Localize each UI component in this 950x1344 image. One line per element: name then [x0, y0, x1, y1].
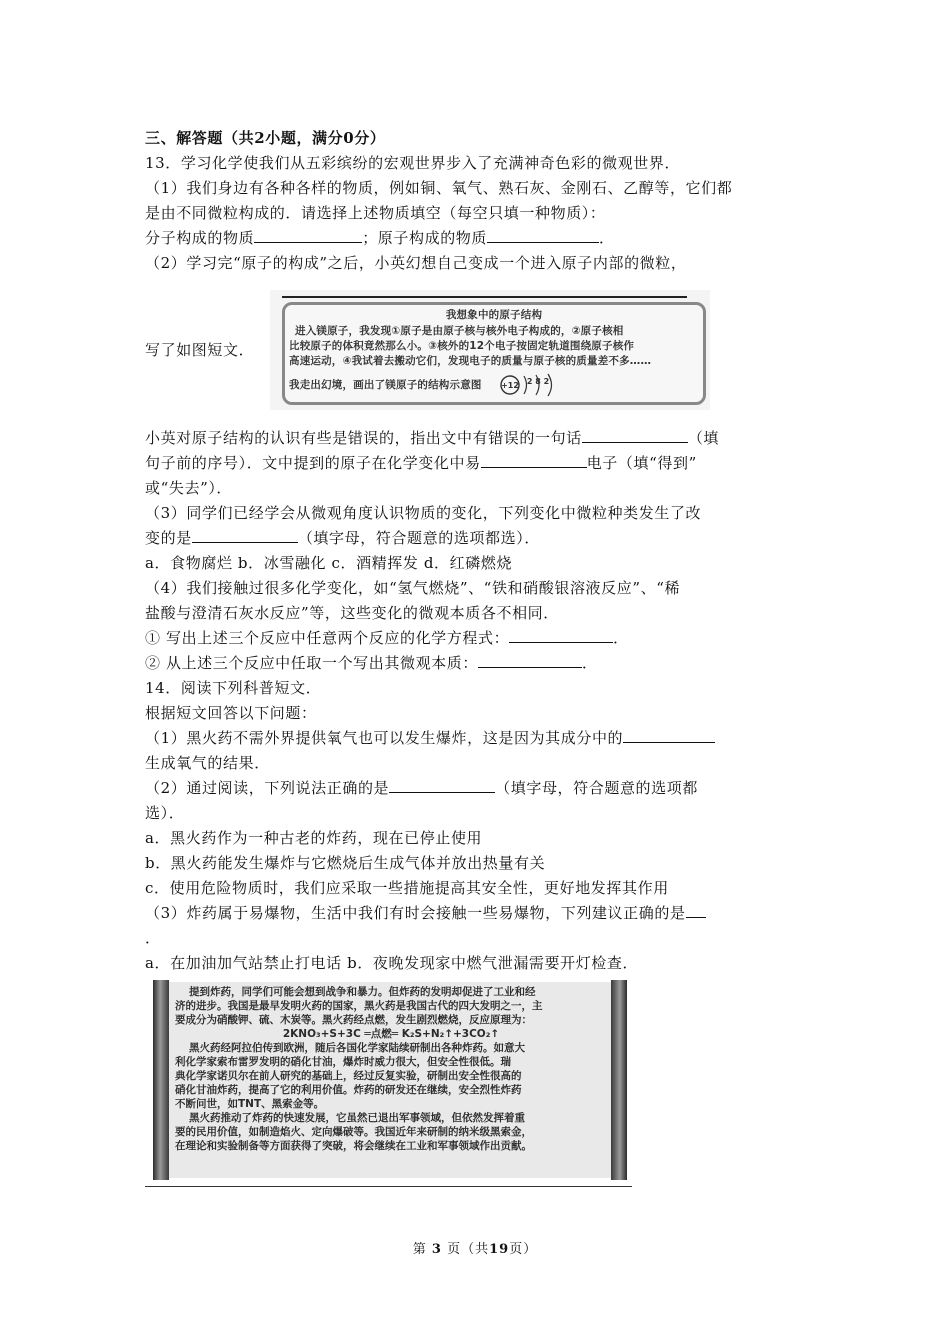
- passage-line: 在理论和实验制备等方面获得了突破，将会继续在工业和军事领域作出贡献。: [175, 1140, 532, 1152]
- section-title: 三、解答题（共2小题，满分0分）: [145, 129, 386, 147]
- text: ；原子构成的物质: [362, 229, 488, 247]
- answer-blank[interactable]: [487, 228, 599, 243]
- electron-shells: 2 8 2: [526, 377, 550, 386]
- text: ．: [599, 229, 615, 247]
- passage-line: 典化学家诺贝尔在前人研究的基础上，经过反复实验，研制出安全性很高的: [175, 1070, 522, 1082]
- q13-p3-options: a．食物腐烂 b．冰雪融化 c．酒精挥发 d．红磷燃烧: [145, 554, 513, 572]
- answer-blank[interactable]: [389, 778, 495, 793]
- nucleus-charge: +12: [501, 381, 519, 390]
- divider: [282, 296, 687, 298]
- divider: [145, 1186, 632, 1187]
- q13-p4-line4: [145, 653, 815, 673]
- chemical-equation: 2KNO₃+S+3C ═点燃═ K₂S+N₂↑+3CO₂↑: [282, 1028, 500, 1040]
- text: （填字母，符合题意的选项都: [495, 779, 698, 797]
- text: ① 写出上述三个反应中任意两个反应的化学方程式：: [145, 629, 510, 647]
- passage-line: 提到炸药，同学们可能会想到战争和暴力。但炸药的发明却促进了工业和经: [189, 986, 536, 998]
- passage-line: 要的民用价值，如制造焰火、定向爆破等。我国近年来研制的纳米级黑索金，: [175, 1126, 532, 1138]
- text: 小英对原子结构的认识有些是错误的，指出文中有错误的一句话: [145, 429, 582, 447]
- figure-line: 我走出幻境，画出了镁原子的结构示意图: [289, 379, 482, 391]
- page-total: 19: [489, 1242, 510, 1257]
- text: （3）炸药属于易爆物，生活中我们有时会接触一些易爆物，下列建议正确的是: [145, 904, 686, 922]
- figure-line: 进入镁原子，我发现①原子是由原子核与核外电子构成的，②原子核相: [295, 325, 624, 337]
- passage-line: 黑火药经阿拉伯传到欧洲，随后各国化学家陆续研制出各种炸药。如意大: [189, 1042, 525, 1054]
- answer-blank[interactable]: [582, 428, 688, 443]
- scroll-rod-right: [611, 980, 627, 1180]
- q13-p3-line1: （3）同学们已经学会从微观角度认识物质的变化，下列变化中微粒种类发生了改: [145, 504, 702, 522]
- passage-line: 利化学家索布雷罗发明的硝化甘油，爆炸时威力很大，但安全性很低。瑞: [175, 1056, 511, 1068]
- q13-p2-line1: （2）学习完“原子的构成”之后，小英幻想自己变成一个进入原子内部的微粒，: [145, 254, 687, 272]
- figure-line: 高速运动，④我试着去搬动它们，发现电子的质量与原子核的质量差不多……: [289, 355, 652, 367]
- footer-text: 页）: [509, 1242, 538, 1257]
- answer-blank[interactable]: [254, 228, 362, 243]
- q13-p4-line1: （4）我们接触过很多化学变化，如“氢气燃烧”、“铁和硝酸银溶液反应”、“稀: [145, 579, 681, 597]
- text: 分子构成的物质: [145, 229, 255, 247]
- text: ② 从上述三个反应中任取一个写出其微观本质：: [145, 654, 478, 672]
- q14-p1-line2: 生成氧气的结果．: [145, 754, 270, 772]
- q13-intro: 13．学习化学使我们从五彩缤纷的宏观世界步入了充满神奇色彩的微观世界．: [145, 154, 681, 172]
- text: 电子（填“得到”: [586, 454, 697, 472]
- figure-frame: [282, 302, 706, 405]
- q14-p1-line1: [145, 728, 815, 748]
- answer-blank[interactable]: [686, 903, 706, 918]
- passage-line: 要成分为硝酸钾、硫、木炭等。黑火药经点燃，发生剧烈燃烧，反应原理为：: [175, 1014, 532, 1026]
- text: 句子前的序号）．文中提到的原子在化学变化中易: [145, 454, 481, 472]
- q14-p2-line1: [145, 778, 815, 798]
- text: （填字母，符合题意的选项都选）．: [297, 529, 540, 547]
- q13-p1-line1: （1）我们身边有各种各样的物质，例如铜、氧气、熟石灰、金刚石、乙醇等，它们都: [145, 179, 733, 197]
- footer-text: 页（共: [447, 1242, 490, 1257]
- q14-p3-options: a．在加油加气站禁止打电话 b．夜晚发现家中燃气泄漏需要开灯检查．: [145, 954, 639, 972]
- answer-blank[interactable]: [192, 528, 298, 543]
- passage-line: 硝化甘油炸药，提高了它的利用价值。炸药的研发还在继续，安全烈性炸药: [175, 1084, 522, 1096]
- answer-blank[interactable]: [478, 653, 582, 668]
- text: ．: [581, 654, 598, 672]
- text: （1）黑火药不需外界提供氧气也可以发生爆炸，这是因为其成分中的: [145, 729, 624, 747]
- figure-title: 我想象中的原子结构: [445, 309, 543, 321]
- q13-p2-line3: [145, 428, 815, 448]
- passage-line: 济的进步。我国是最早发明火药的国家，黑火药是我国古代的四大发明之一，主: [175, 1000, 543, 1012]
- text: 变的是: [145, 529, 192, 547]
- q13-p1-line2: 是由不同微粒构成的．请选择上述物质填空（每空只填一种物质）：: [145, 204, 606, 222]
- q13-p4-line2: 盐酸与澄清石灰水反应”等，这些变化的微观本质各不相同．: [145, 604, 559, 622]
- q14-sub: 根据短文回答以下问题：: [145, 704, 317, 722]
- q13-p3-line2: [145, 528, 815, 548]
- magnesium-atom-diagram: [500, 373, 564, 397]
- footer-text: 第: [412, 1242, 427, 1257]
- passage-line: 不断问世，如TNT、黑索金等。: [175, 1098, 325, 1110]
- answer-blank[interactable]: [481, 453, 587, 468]
- q14-p2-line2: 选）．: [145, 804, 185, 822]
- reading-passage-scroll: [145, 980, 632, 1188]
- q14-p3-line1: [145, 903, 815, 923]
- q13-p1-line3: [145, 228, 815, 248]
- q13-p2-line2: 写了如图短文．: [145, 341, 255, 359]
- q14-option-a: a．黑火药作为一种古老的炸药，现在已停止使用: [145, 829, 483, 847]
- scroll-rod-left: [153, 980, 169, 1180]
- q14-intro: 14．阅读下列科普短文．: [145, 679, 322, 697]
- q13-p4-line3: [145, 628, 815, 648]
- text: （2）通过阅读，下列说法正确的是: [145, 779, 390, 797]
- q13-p2-line5: 或“失去”）．: [145, 479, 233, 497]
- passage-line: 黑火药推动了炸药的快速发展，它虽然已退出军事领域，但依然发挥着重: [189, 1112, 525, 1124]
- text: ．: [613, 629, 629, 647]
- page-footer: [0, 1238, 950, 1257]
- atom-structure-figure: [270, 290, 710, 410]
- q13-p2-line4: [145, 453, 815, 473]
- answer-blank[interactable]: [623, 728, 715, 743]
- text: （填: [687, 429, 720, 447]
- q14-option-c: c．使用危险物质时，我们应采取一些措施提高其安全性，更好地发挥其作用: [145, 879, 669, 897]
- answer-blank[interactable]: [509, 628, 613, 643]
- figure-line: 比较原子的体积竟然那么小。③核外的12个电子按固定轨道围绕原子核作: [289, 340, 635, 352]
- scroll-paper: [169, 982, 611, 1178]
- page-number: 3: [431, 1242, 442, 1257]
- q14-p3-line2: ．: [145, 929, 161, 947]
- q14-option-b: b．黑火药能发生爆炸与它燃烧后生成气体并放出热量有关: [145, 854, 546, 872]
